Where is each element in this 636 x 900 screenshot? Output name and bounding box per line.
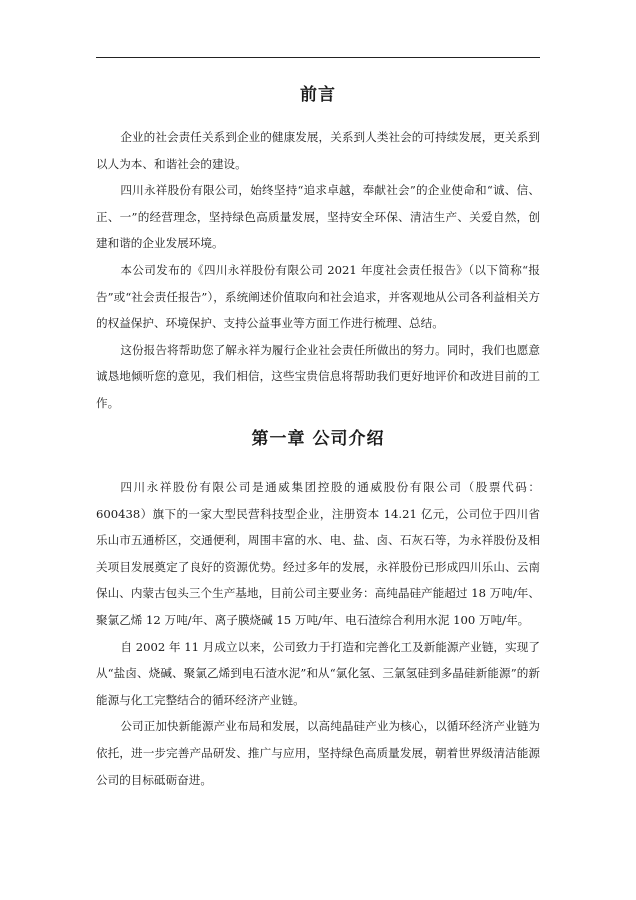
chapter1-title: 第一章 公司介绍: [251, 429, 385, 449]
preface-paragraph-4: 这份报告将帮助您了解永祥为履行企业社会责任所做出的努力。同时，我们也愿意诚恳地倾听您的意见，我们相信，这些宝贵信息将帮助我们更好地评价和改进目前的工作。: [96, 342, 540, 410]
preface-paragraph-3: 本公司发布的《四川永祥股份有限公司 2021 年度社会责任报告》（以下简称“报告”或“社会责任报告”），系统阐述价值取向和社会追求，并客观地从公司各利益相关方的权益保护、环境保护、支持公益事业等方面工作进行梳理、总结。: [96, 262, 540, 331]
preface-title: 前言: [300, 85, 336, 105]
preface-paragraph-1: 企业的社会责任关系到企业的健康发展，关系到人类社会的可持续发展，更关系到以人为本、和谐社会的建设。: [96, 130, 540, 171]
header-rule: [96, 57, 540, 58]
chapter1-section: [96, 474, 540, 793]
preface-section: [96, 124, 540, 417]
preface-paragraph-2: 四川永祥股份有限公司，始终坚持“追求卓越，奉献社会”的企业使命和“诚、信、正、一”的经营理念，坚持绿色高质量发展，坚持安全环保、清洁生产、关爱自然，创建和谐的企业发展环境。: [96, 183, 540, 251]
chapter1-paragraph-3: 公司正加快新能源产业布局和发展，以高纯晶硅产业为核心，以循环经济产业链为依托，进一步完善产品研发、推广与应用，坚持绿色高质量发展，朝着世界级清洁能源公司的目标砥砺奋进。: [96, 719, 540, 787]
chapter1-paragraph-2: 自 2002 年 11 月成立以来，公司致力于打造和完善化工及新能源产业链，实现了从“盐卤、烧碱、聚氯乙烯到电石渣水泥”和从“氯化氢、三氯氢硅到多晶硅新能源”的新能源与化工完整结合的循环经济产业链。: [96, 639, 540, 707]
chapter1-paragraph-1: 四川永祥股份有限公司是通威集团控股的通威股份有限公司（股票代码：600438）旗下的一家大型民营科技型企业，注册资本 14.21 亿元，公司位于四川省乐山市五通桥区，交通便利，周围丰富的水、电、盐、卤、石灰石等，为永祥股份及相关项目发展奠定了良好的资源优势。经过多年的发展，永祥股份已形成四川乐山、云南保山、内蒙古包头三个生产基地，目前公司主要业务：高纯晶硅产能超过 18 万吨/年、聚氯乙烯 12 万吨/年、离子膜烧碱 15 万吨/年、电石渣综合利用水泥 100 万吨/年。: [96, 480, 540, 627]
